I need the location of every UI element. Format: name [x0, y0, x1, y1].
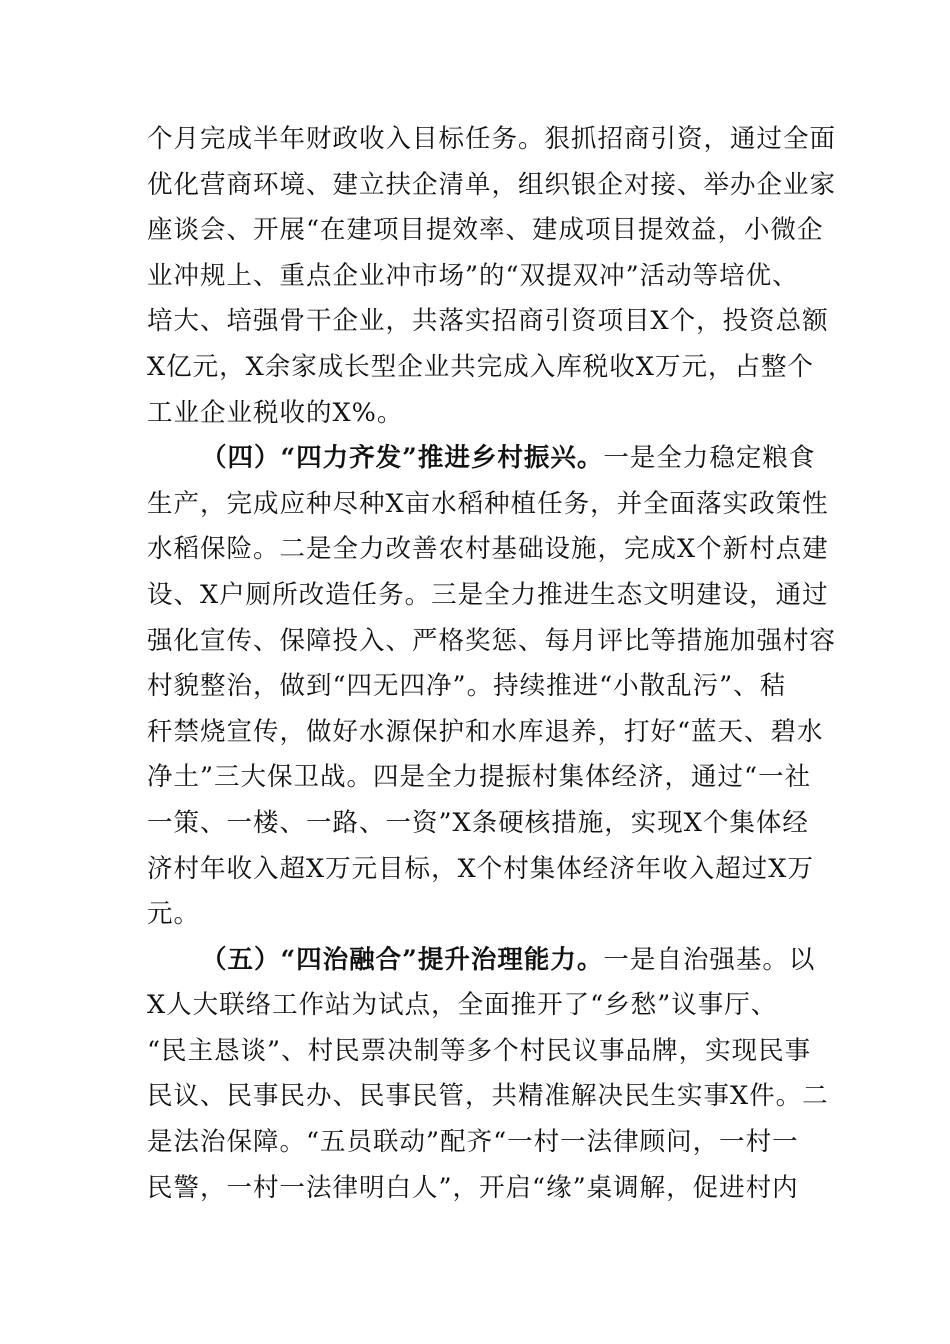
body-text — [147, 117, 837, 1211]
text-line: 个月完成半年财政收入目标任务。狠抓招商引资，通过全面 — [147, 124, 837, 154]
heading-rest: 一是全力稳定粮食 — [603, 443, 816, 474]
text-line: 强化宣传、保障投入、严格奖惩、每月评比等措施加强村容 — [147, 625, 837, 656]
text-line: 民议、民事民办、民事民管，共精准解决民生实事X件。二 — [147, 1081, 829, 1112]
paragraph-fiscal-investment — [147, 117, 837, 436]
text-line-first — [147, 436, 816, 482]
text-line: 元。 — [147, 899, 201, 930]
text-line: 工业企业税收的X%。 — [147, 397, 404, 428]
text-line: 座谈会、开展“在建项目提效率、建成项目提效益，小微企 — [147, 215, 824, 246]
text-line: 民警，一村一法律明白人”，开启“缘”桌调解，促进村内 — [147, 1172, 799, 1203]
text-line: 水稻保险。二是全力改善农村基础设施，完成X个新村点建 — [147, 534, 829, 565]
heading-rest: 一是自治强基。以 — [603, 944, 816, 975]
text-line: 培大、培强骨干企业，共落实招商引资项目X个，投资总额 — [147, 306, 829, 337]
text-line: “民主恳谈”、村民票决制等多个村民议事品牌，实现民事 — [147, 1035, 812, 1066]
text-line: 优化营商环境、建立扶企清单，组织银企对接、举办企业家 — [147, 169, 837, 200]
text-line: 净土”三大保卫战。四是全力提振村集体经济，通过“一社 — [147, 762, 812, 793]
paragraph-governance — [147, 938, 829, 1212]
section-heading: （四）“四力齐发”推进乡村振兴。 — [201, 443, 604, 474]
text-line-first — [147, 938, 816, 984]
text-line: X人大联络工作站为试点，全面推开了“乡愁”议事厅、 — [147, 990, 778, 1021]
text-line: 村貌整治，做到“四无四净”。持续推进“小散乱污”、秸 — [147, 671, 787, 702]
text-line: 生产，完成应种尽种X亩水稻种植任务，并全面落实政策性 — [147, 488, 829, 519]
text-line: 一策、一楼、一路、一资”X条硬核措施，实现X个集体经 — [147, 807, 809, 838]
text-line: 设、X户厕所改造任务。三是全力推进生态文明建设，通过 — [147, 579, 829, 610]
text-line: 业冲规上、重点企业冲市场”的“双提双冲”活动等培优、 — [147, 260, 799, 291]
section-heading: （五）“四治融合”提升治理能力。 — [201, 944, 604, 975]
text-line: 秆禁烧宣传，做好水源保护和水库退养，打好“蓝天、碧水 — [147, 716, 824, 747]
text-line: 是法治保障。“五员联动”配齐“一村一法律顾问，一村一 — [147, 1127, 799, 1158]
text-line: 济村年收入超X万元目标，X个村集体经济年收入超过X万 — [147, 853, 814, 884]
paragraph-rural-revitalization — [147, 436, 837, 938]
text-line: X亿元，X余家成长型企业共完成入库税收X万元，占整个 — [147, 351, 814, 382]
